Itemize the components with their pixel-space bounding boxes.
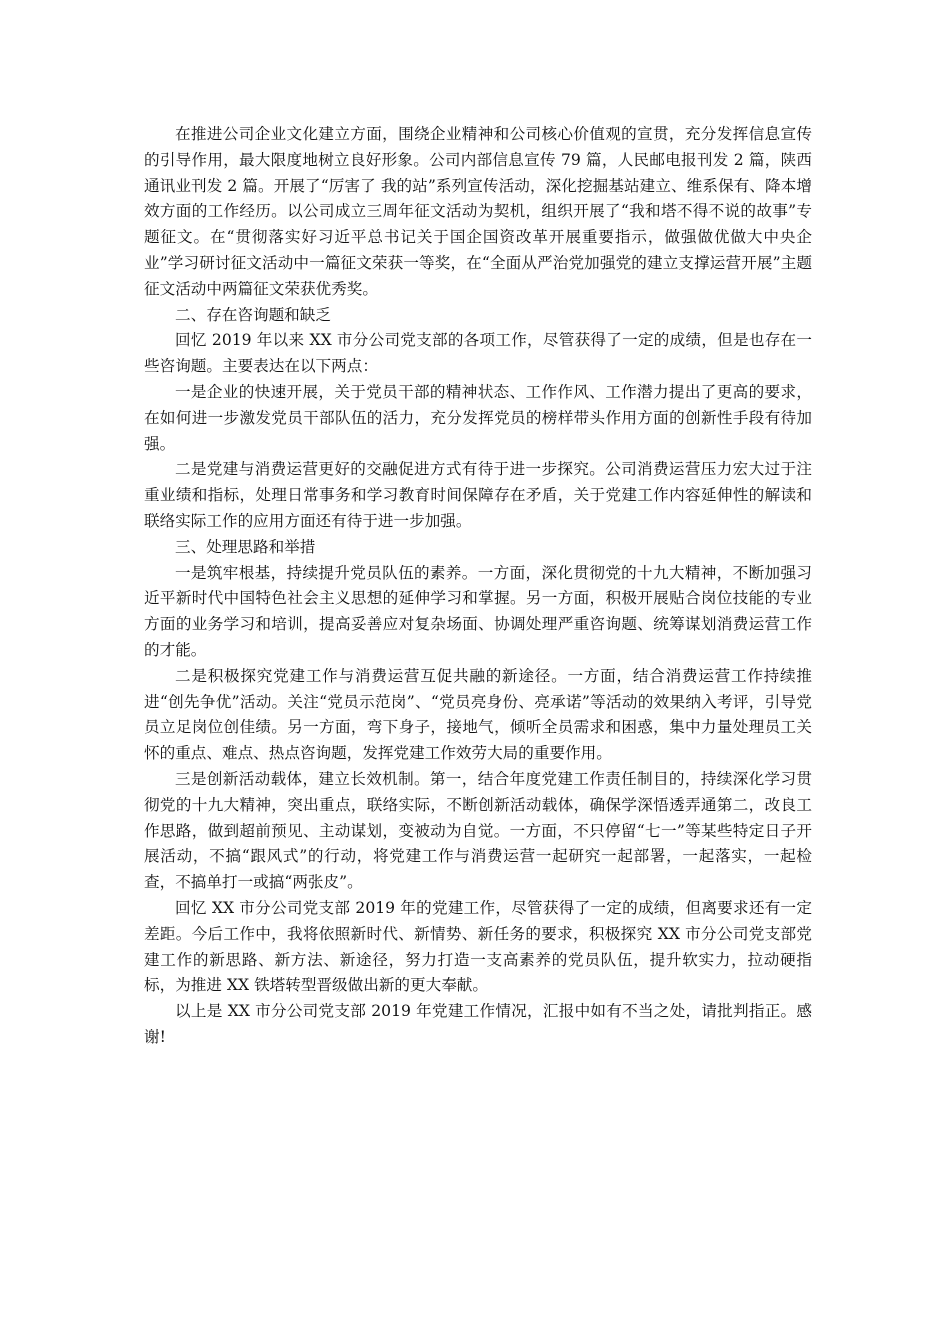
paragraph-review: 回忆 2019 年以来 XX 市分公司党支部的各项工作，尽管获得了一定的成绩，但是也存在一些咨询题。主要表达在以下两点： (144, 331, 812, 376)
paragraph-problem-one: 一是企业的快速开展，关于党员干部的精神状态、工作作风、工作潜力提出了更高的要求，在如何进一步激发党员干部队伍的活力，充分发挥党员的榜样带头作用方面的创新性手段有待加强。 (144, 382, 812, 453)
paragraph-summary: 回忆 XX 市分公司党支部 2019 年的党建工作，尽管获得了一定的成绩，但离要求还有一定差距。今后工作中，我将依照新时代、新情势、新任务的要求，积极探究 XX 市分公司党支部党建工作的新思路、新方法、新途径，努力打造一支高素养的党员队伍，提升软实力，拉动硬指标，为推进 XX 铁塔转型晋级做出新的更大奉献。 (144, 898, 812, 995)
paragraph-measure-three: 三是创新活动载体，建立长效机制。第一，结合年度党建工作责任制目的，持续深化学习贯彻党的十九大精神，突出重点，联络实际，不断创新活动载体，确保学深悟透弄通第二，改良工作思路，做到超前预见、主动谋划，变被动为自觉。一方面，不只停留“七一”等某些特定日子开展活动，不搞“跟风式”的行动，将党建工作与消费运营一起研究一起部署，一起落实，一起检查，不搞单打一或搞“两张皮”。 (144, 769, 812, 892)
paragraph-culture: 在推进公司企业文化建立方面，围绕企业精神和公司核心价值观的宣贯，充分发挥信息宣传的引导作用，最大限度地树立良好形象。公司内部信息宣传 79 篇，人民邮电报刊发 2 篇，陕西通讯业刊发 2 篇。开展了“厉害了 我的站”系列宣传活动，深化挖掘基站建立、维系保有、降本增效方面的工作经历。以公司成立三周年征文活动为契机，组织开展了“我和塔不得不说的故事”专题征文。在“贯彻落实好习近平总书记关于国企国资改革开展重要指示，做强做优做大中央企业”学习研讨征文活动中一篇征文荣获一等奖，在“全面从严治党加强党的建立支撑运营开展”主题征文活动中两篇征文荣获优秀奖。 (144, 125, 812, 298)
paragraph-measure-two: 二是积极探究党建工作与消费运营互促共融的新途径。一方面，结合消费运营工作持续推进“创先争优”活动。关注“党员示范岗”、“党员亮身份、亮承诺”等活动的效果纳入考评，引导党员立足岗位创佳绩。另一方面，弯下身子，接地气，倾听全员需求和困惑，集中力量处理员工关怀的重点、难点、热点咨询题，发挥党建工作效劳大局的重要作用。 (144, 666, 812, 763)
section-heading-measures: 三、处理思路和举措 (175, 537, 316, 556)
paragraph-problem-two: 二是党建与消费运营更好的交融促进方式有待于进一步探究。公司消费运营压力宏大过于注重业绩和指标，处理日常事务和学习教育时间保障存在矛盾，关于党建工作内容延伸性的解读和联络实际工作的应用方面还有待于进一步加强。 (144, 460, 812, 530)
paragraph-measure-one: 一是筑牢根基，持续提升党员队伍的素养。一方面，深化贯彻党的十九大精神，不断加强习近平新时代中国特色社会主义思想的延伸学习和掌握。另一方面，积极开展贴合岗位技能的专业方面的业务学习和培训，提高妥善应对复杂场面、协调处理严重咨询题、统筹谋划消费运营工作的才能。 (144, 563, 812, 659)
document-body (144, 122, 812, 1051)
paragraph-closing: 以上是 XX 市分公司党支部 2019 年党建工作情况，汇报中如有不当之处，请批判指正。感谢! (144, 1002, 812, 1046)
section-heading-problems: 二、存在咨询题和缺乏 (175, 305, 331, 324)
